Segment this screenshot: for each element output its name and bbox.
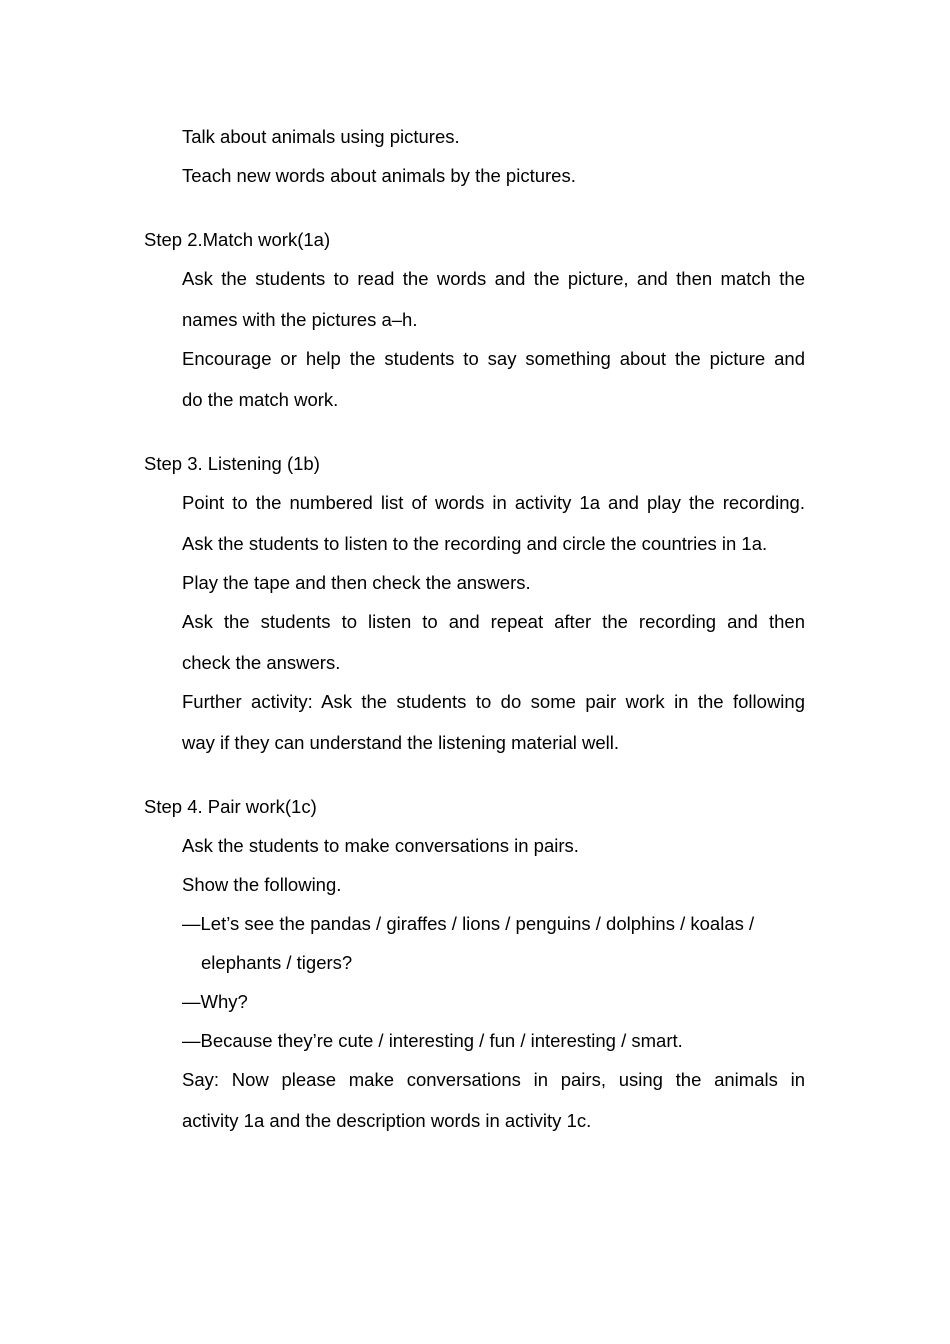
step4-line2: Show the following. (182, 874, 342, 895)
step4-heading: Step 4. Pair work(1c) (144, 796, 317, 817)
step2-p2-line2: do the match work. (182, 389, 339, 410)
step4-dialog1-line1: —Let’s see the pandas / giraffes / lions / penguins / dolphins / koalas / (182, 913, 755, 934)
step3-line1: Point to the numbered list of words in activity 1a and play the recording. (182, 492, 805, 513)
step2-heading: Step 2.Match work(1a) (144, 229, 331, 250)
step4-say-line1: Say: Now please make conversations in pairs, using the animals in (182, 1069, 805, 1090)
step3-line2: Ask the students to listen to the recording and circle the countries in 1a. (182, 533, 768, 554)
intro-line-2: Teach new words about animals by the pictures. (182, 165, 576, 186)
intro-line-1: Talk about animals using pictures. (182, 126, 460, 147)
step3-p5-line2: way if they can understand the listening material well. (182, 732, 620, 753)
step3-p5-line1: Further activity: Ask the students to do some pair work in the following (182, 691, 805, 712)
step2-p2-line1: Encourage or help the students to say something about the picture and (182, 348, 805, 369)
step2-p1-line1: Ask the students to read the words and the picture, and then match the (182, 268, 805, 289)
step4-dialog3: —Because they’re cute / interesting / fun / interesting / smart. (182, 1030, 683, 1051)
step4-say-line2: activity 1a and the description words in activity 1c. (182, 1110, 592, 1131)
step3-p4-line1: Ask the students to listen to and repeat after the recording and then (182, 611, 805, 632)
step2-p1-line2: names with the pictures a–h. (182, 309, 418, 330)
step4-dialog1-line2: elephants / tigers? (201, 952, 353, 973)
step4-dialog2: —Why? (182, 991, 248, 1012)
step3-heading: Step 3. Listening (1b) (144, 453, 320, 474)
step3-line3: Play the tape and then check the answers. (182, 572, 531, 593)
step3-p4-line2: check the answers. (182, 652, 341, 673)
step4-line1: Ask the students to make conversations in pairs. (182, 835, 579, 856)
